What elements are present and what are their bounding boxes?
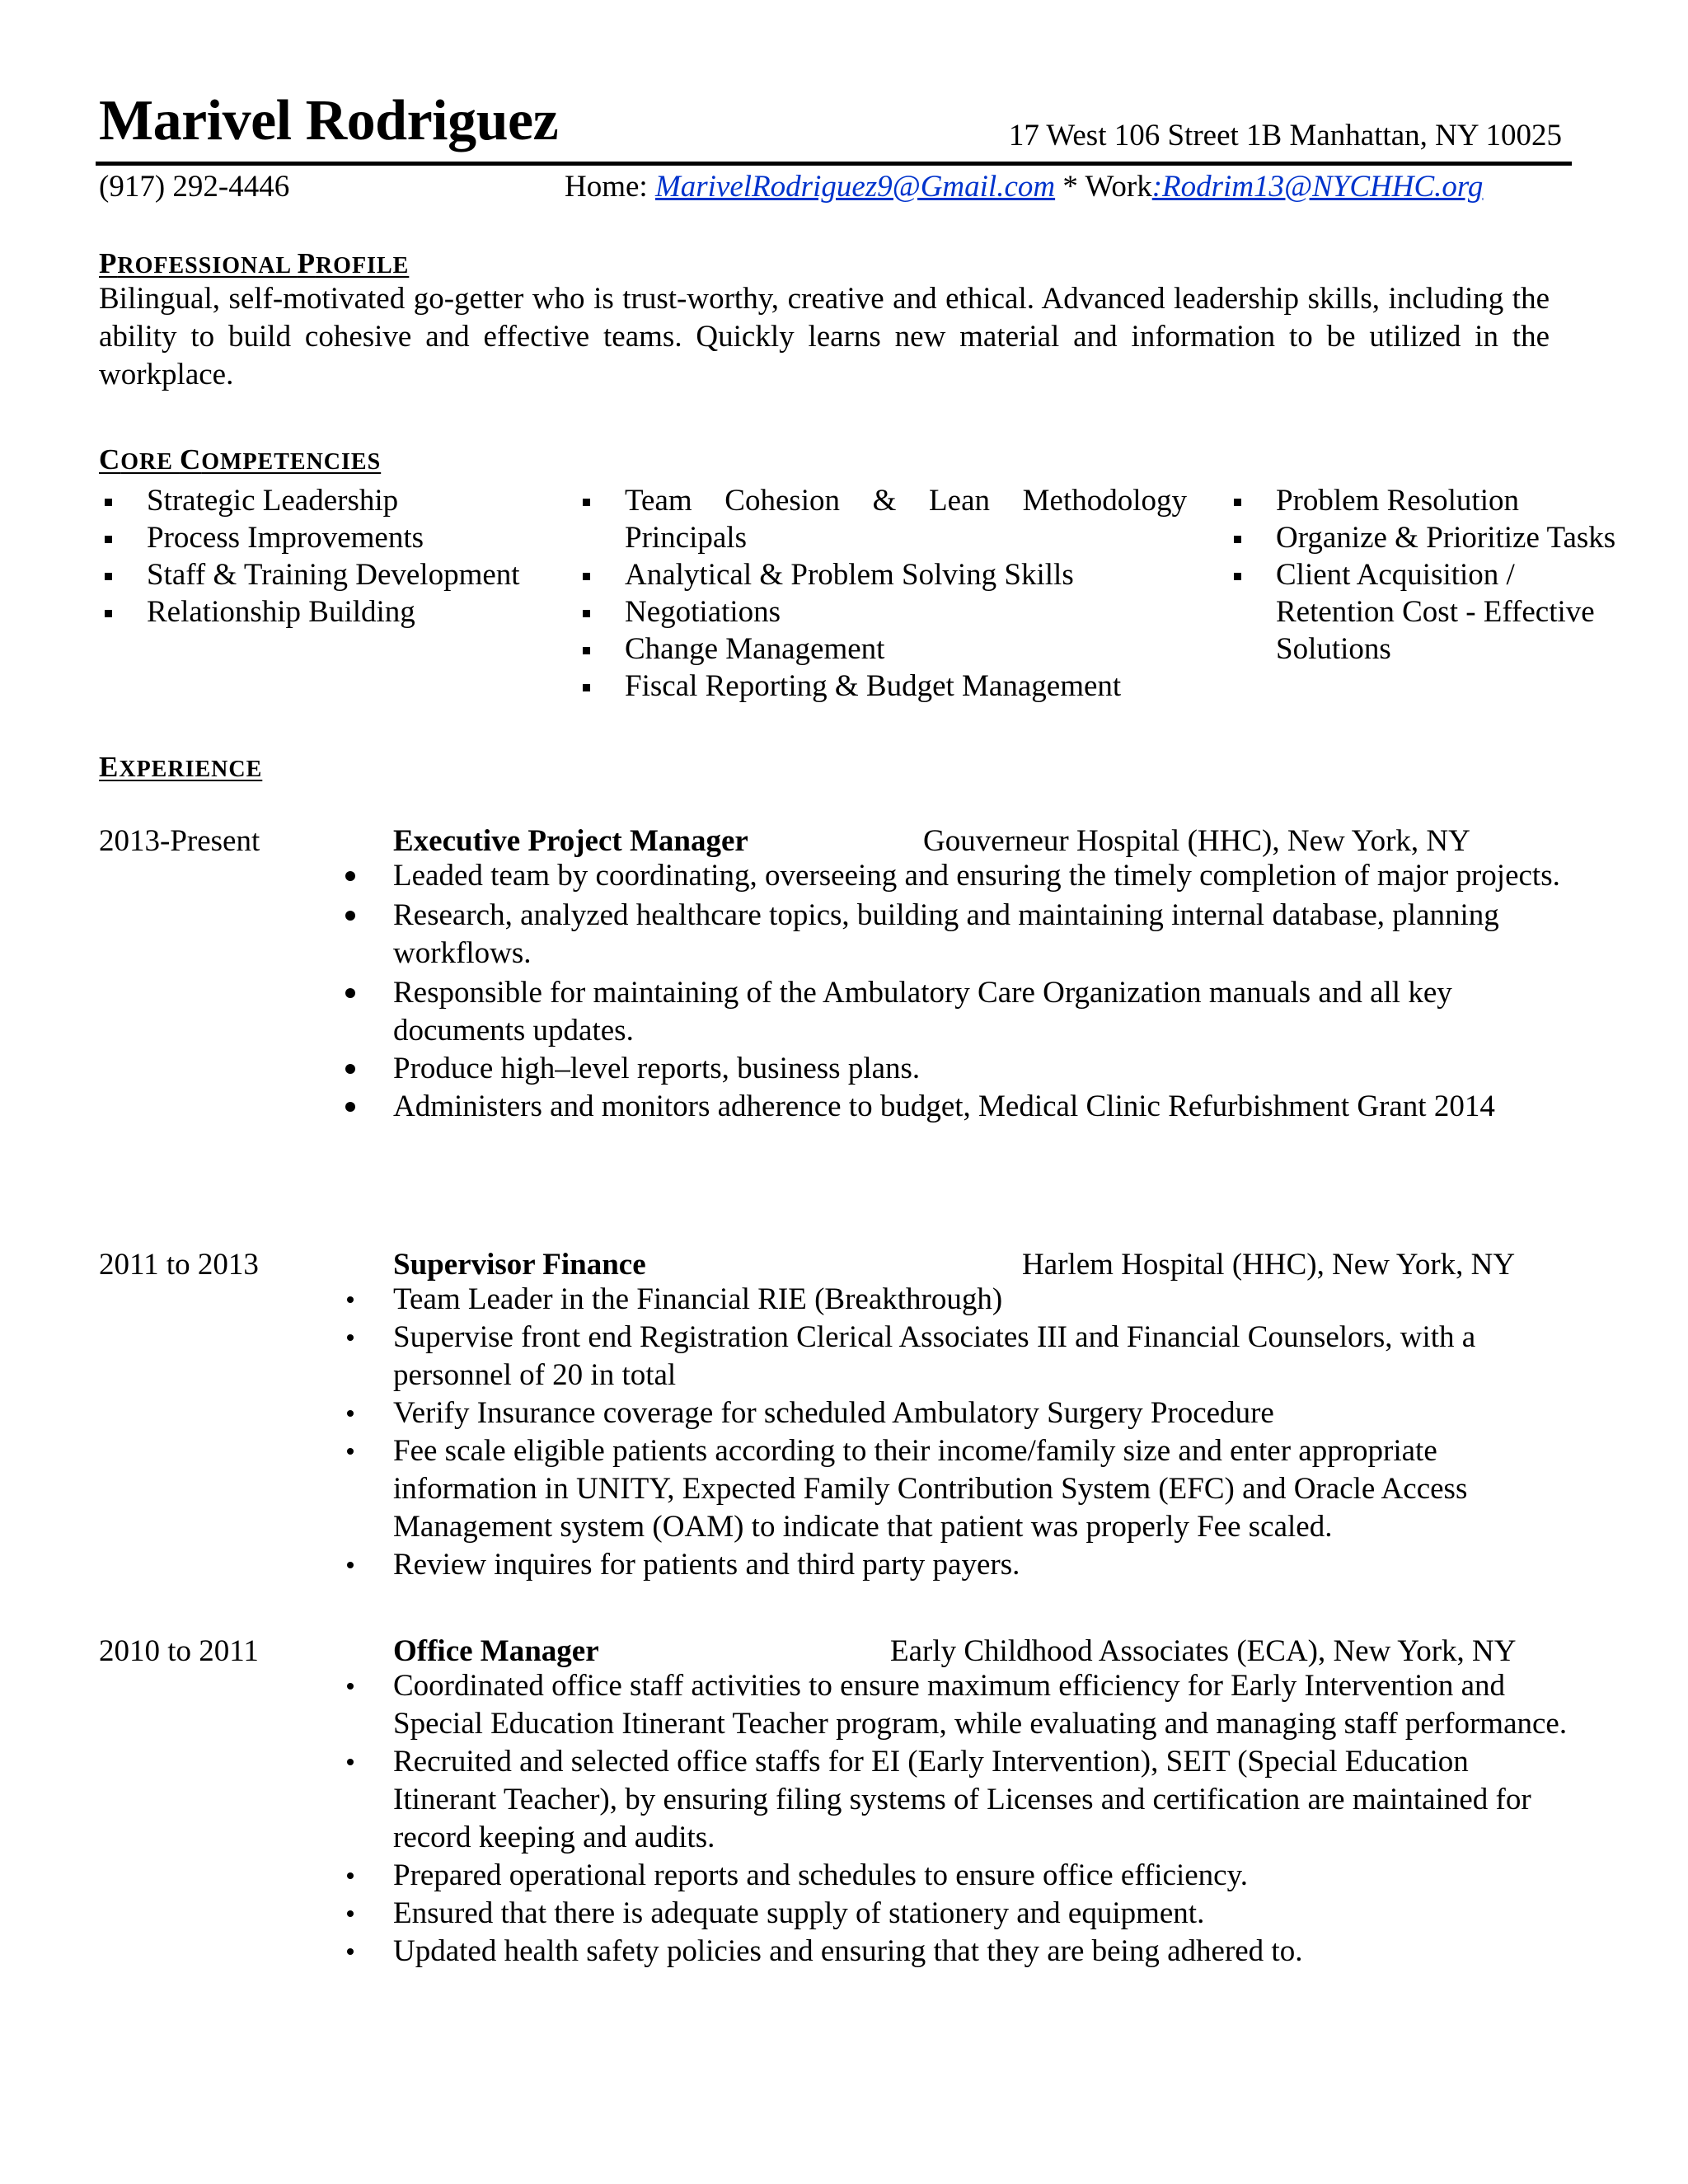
list-item: Process Improvements — [99, 519, 560, 556]
competencies-heading: CORE COMPETENCIES — [99, 443, 382, 476]
list-item: Organize & Prioritize Tasks — [1228, 519, 1657, 556]
job-bullets — [393, 1667, 1572, 1971]
job-organization: Early Childhood Associates (ECA), New York, NY — [890, 1634, 1517, 1668]
work-email-link[interactable]: :Rodrim13@NYCHHC.org — [1151, 170, 1484, 204]
list-item: Prepared operational reports and schedules to ensure office efficiency. — [393, 1858, 1248, 1892]
competencies-column-1 — [99, 482, 560, 630]
list-item: Supervise front end Registration Clerical Associates III and Financial Counselors, with a personnel of 20 in total — [393, 1320, 1476, 1392]
job-organization: Gouverneur Hospital (HHC), New York, NY — [923, 824, 1470, 858]
list-item: Produce high–level reports, business plans. — [393, 1052, 921, 1085]
job-years: 2010 to 2011 — [99, 1634, 259, 1668]
header-divider — [96, 162, 1572, 166]
list-item: Fiscal Reporting & Budget Management — [577, 668, 1187, 705]
list-item: Verify Insurance coverage for scheduled Ambulatory Surgery Procedure — [393, 1396, 1274, 1430]
home-label: Home: — [565, 170, 655, 204]
list-item: Fee scale eligible patients according to their income/family size and enter appropriate information in UNITY, Expected Family Contribution System (EFC) and Oracle Access Management system (OAM) to indicate that patient was properly Fee scaled. — [393, 1434, 1468, 1544]
list-item: Relationship Building — [99, 593, 560, 630]
profile-text: Bilingual, self-motivated go-getter who is trust-worthy, creative and ethical. Advanced leadership skills, including the ability to build cohesive and effective teams. Quickly learns new material and information to be utilized in the workplace. — [99, 282, 1550, 391]
candidate-name: Marivel Rodriguez — [99, 89, 559, 152]
list-item: Review inquires for patients and third party payers. — [393, 1548, 1020, 1582]
email-line — [565, 169, 1483, 205]
list-item: Strategic Leadership — [99, 482, 560, 519]
list-item: Analytical & Problem Solving Skills — [577, 556, 1187, 593]
job-title: Supervisor Finance — [393, 1248, 646, 1282]
list-item: Responsible for maintaining of the Ambulatory Care Organization manuals and all key documents updates. — [393, 976, 1452, 1047]
list-item: Team Leader in the Financial RIE (Breakthrough) — [393, 1282, 1003, 1316]
list-item: Updated health safety policies and ensuring that they are being adhered to. — [393, 1934, 1303, 1968]
job-title: Executive Project Manager — [393, 824, 748, 858]
list-item: Negotiations — [577, 593, 1187, 630]
list-item: Research, analyzed healthcare topics, building and maintaining internal database, planning workflows. — [393, 898, 1499, 970]
competencies-column-2 — [577, 482, 1187, 705]
job-organization: Harlem Hospital (HHC), New York, NY — [1022, 1248, 1516, 1282]
list-item: Coordinated office staff activities to ensure maximum efficiency for Early Intervention and Special Education Itinerant Teacher program, while evaluating and managing staff performance. — [393, 1669, 1568, 1741]
job-years: 2013-Present — [99, 824, 260, 858]
list-item: Change Management — [577, 630, 1187, 668]
job-years: 2011 to 2013 — [99, 1248, 259, 1282]
list-item: Staff & Training Development — [99, 556, 560, 593]
job-title: Office Manager — [393, 1634, 599, 1668]
competencies-column-3 — [1228, 482, 1657, 668]
list-item: Ensured that there is adequate supply of stationery and equipment. — [393, 1896, 1205, 1930]
list-item: Administers and monitors adherence to budget, Medical Clinic Refurbishment Grant 2014 — [393, 1090, 1495, 1123]
experience-heading: EXPERIENCE — [99, 751, 263, 783]
home-email-link[interactable]: MarivelRodriguez9@Gmail.com — [654, 170, 1056, 204]
job-bullets — [393, 857, 1572, 1126]
list-item: Leaded team by coordinating, overseeing and ensuring the timely completion of major projects. — [393, 859, 1560, 893]
phone-number: (917) 292-4446 — [99, 170, 290, 204]
list-item: Client Acquisition / Retention Cost - Effective Solutions — [1228, 556, 1630, 668]
email-separator: * Work — [1055, 170, 1152, 204]
list-item: Recruited and selected office staffs for EI (Early Intervention), SEIT (Special Education Itinerant Teacher), by ensuring filing systems of Licenses and certification are maintained for record keeping and audits. — [393, 1745, 1531, 1854]
job-bullets — [393, 1281, 1572, 1584]
list-item: Team Cohesion & Lean Methodology Principals — [577, 482, 1187, 556]
profile-heading: PROFESSIONAL PROFILE — [99, 247, 410, 279]
address: 17 West 106 Street 1B Manhattan, NY 10025 — [1008, 119, 1562, 152]
list-item: Problem Resolution — [1228, 482, 1657, 519]
